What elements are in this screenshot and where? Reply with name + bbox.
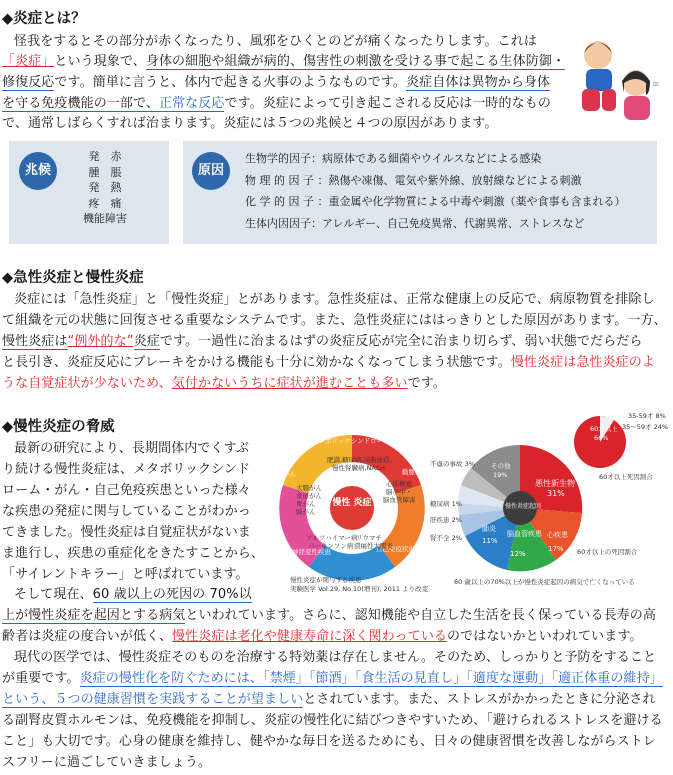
s3-line-13: という、５つの健康習慣を実践することが望ましいとされています。また、ストレスがかかったときに分泌され (2, 692, 656, 707)
pie-label-cancer: 悪性新生物 (535, 479, 575, 488)
s3-line-6: ま進行し、疾患の重症化をきたすことから、 (2, 546, 265, 561)
s2-line-1: 炎症には「急性炎症」と「慢性炎症」とがあります。急性炎症は、正常な健康上の反応で、病原物質を排除し (14, 292, 655, 307)
pie-label-diabetes: 糖尿病 1% (430, 500, 462, 508)
s3-line-14: る副腎皮質ホルモンは、免疫機能を抑制し、炎症の慢性化に結びつきやすいため、「避けられるストレスを避ける (2, 713, 663, 728)
s1-line-4: を守る免疫機能の一部で、正常な反応です。炎症によって引き起こされる反応は一時的なもの (2, 96, 551, 111)
pie-label-stroke: 脳血管疾患 (507, 530, 542, 538)
wheel-cap-5: 脳血管障害 (383, 496, 416, 504)
small-pie-mid: 35～59才 24% (622, 423, 669, 431)
wheel-cap-13: 肺がん (296, 508, 316, 516)
s3-line-9: 上が慢性炎症を起因とする病気といわれています。さらに、認知機能や自立した生活を長く保っている長寿の高 (2, 608, 656, 623)
svg-text:≋: ≋ (652, 80, 660, 90)
wheel-cap-10: 大腸がん (296, 484, 322, 492)
causes-badge: 原因 (192, 152, 230, 190)
small-pie-pct: 66% (594, 434, 609, 442)
pie-label-pneumonia: 肺炎 (482, 525, 496, 533)
pie-pct-heart: 17% (548, 545, 564, 553)
s3-line-3: ローム・がん・自己免疫疾患といった様々 (2, 483, 251, 498)
s3-line-1: 最新の研究により、長期間体内でくすぶ (14, 441, 250, 456)
wheel-cap-8: アルツハイマー病 (306, 534, 358, 542)
s3-line-15: こと」も大切です。心身の健康を維持し、健やかな毎日を送るためにも、日々の健康習慣を改善しながらストレ (2, 734, 656, 749)
wheel-cap-1: 肥満,糖尿病,高脂血症, (327, 456, 392, 464)
s1-line-2: 「炎症」という現象で、身体の細胞や組織が病的、傷害性の刺激を受ける事で起こる生体防御・ (2, 54, 566, 69)
signs-badge: 兆候 (19, 152, 57, 190)
s2-line-5: うな自覚症状が少ないため、気付かないうちに症状が進むことも多いです。 (2, 376, 446, 391)
wheel-cap-6: リウマチ (356, 534, 382, 542)
pie-pct-other: 19% (493, 471, 508, 479)
wheel-center: 慢性 炎症 (332, 498, 372, 508)
wheel-seg-arterio: 動脈硬化 (402, 468, 428, 476)
pie-pct-pneumonia: 11% (482, 537, 498, 545)
wheel-seg-autoimmune: 自己免疫疾患 (376, 545, 415, 553)
pie-side-1: 60才以上死因割合 (599, 473, 653, 481)
s3-line-10: 齢者は炎症の度合いが低く、慢性炎症は老化や健康寿命に深く関わっているのではないかといわれています。 (2, 629, 643, 644)
wheel-caption: 慢性炎症が関与する疾患 (290, 576, 362, 584)
small-pie-label: 60才以上 (590, 425, 618, 433)
s2-line-4: と長引き、炎症反応にブレーキをかける機能も十分に効かなくなってしまう状態です。慢性炎症は急性炎症のよ (2, 355, 655, 370)
wheel-cap-12: 胃がん (296, 500, 316, 508)
s1-line-5: で、通常しばらくすれば治まります。炎症には５つの兆候と４つの原因があります。 (2, 116, 498, 131)
section-title-inflammation: ◆炎症とは？ (2, 11, 86, 27)
age-ratio-pie (572, 414, 628, 470)
wheel-cap-4: 脳卒中・ (386, 488, 412, 496)
section-title-chronic-threat: ◆慢性炎症の脅威 (2, 419, 115, 435)
pie-side-2: 60才以上の死因割合 (577, 548, 638, 556)
pie-caption: 60 歳以上の70%以上が慢性炎症起因の病気で亡くなっている (454, 578, 635, 586)
pie-center-label: 慢性炎症起因 (505, 503, 542, 510)
pie-label-other: その他 (491, 462, 511, 470)
s3-line-16: スフリーに過ごしていきましょう。 (2, 755, 212, 770)
s3-line-2: り続ける慢性炎症は、メタボリックシンド (2, 462, 251, 477)
s3-line-8: そして現在、60 歳以上の死因の 70%以 (14, 587, 252, 602)
wheel-cap-3: 心筋梗塞 (386, 480, 412, 488)
s1-line-3: 修復反応です。簡単に言うと、体内で起きる火事のようなものです。炎症自体は異物から身体 (2, 75, 551, 90)
wheel-seg-neuro: 神経変性疾患 (292, 548, 331, 556)
pie-label-renal: 腎不全 2% (430, 534, 462, 542)
s3-line-12: が重要です。炎症の慢性化を防ぐためには、「禁煙」「節酒」「食生活の見直し」「適度な運動」「適正体重の維持」 (2, 671, 663, 686)
sick-children-illustration (560, 33, 670, 123)
wheel-seg-cancer: がん (283, 470, 296, 478)
wheel-cap-2: 慢性腎臓病,NASH (332, 464, 385, 472)
pie-label-heart: 心疾患 (547, 531, 568, 539)
pie-pct-stroke: 12% (510, 550, 526, 558)
s2-line-3: 慢性炎症は“例外的な”炎症です。一過性に治まるはずの炎症反応が完全に治まり切らず、弱い状態でだらだら (2, 334, 643, 349)
wheel-cap-7: 潰瘍性大腸炎 (354, 542, 393, 550)
wheel-cap-11: 食道がん (296, 492, 322, 500)
s1-line-1: 怪我をするとその部分が赤くなったり、風邪をひくとのどが痛くなったりします。これは (14, 34, 537, 49)
s3-line-4: な疾患の発症に関与していることがわかっ (2, 504, 251, 519)
s3-line-5: てきました。慢性炎症は自覚症状がないま (2, 525, 251, 540)
s3-line-11: 現代の医学では、慢性炎症そのものを治療する特効薬は存在しません。そのため、しっかりと予防をすること (14, 650, 657, 665)
wheel-source: 実験医学 Vol.29, No.10(増刊), 2011 より改変 (290, 585, 429, 593)
wheel-seg-metabolic: メタボリックシンドローム (312, 437, 390, 445)
pie-label-accident: 不慮の事故 3% (430, 460, 475, 468)
causes-list: 生物学的因子：病原体である細菌やウイルスなどによる感染 物 理 的 因 子 ：熱傷や凍傷、電気や紫外線、放射線などによる刺激 化 学 的 因 子 ：重金属や化学物質による中毒や刺激（薬や食事も含まれる） 生体内因因子：アレルギー、自己免疫異常、代謝異常、ストレスなど (245, 152, 626, 230)
section-title-acute-chronic: ◆急性炎症と慢性炎症 (2, 270, 144, 286)
pie-pct-cancer: 31% (547, 489, 565, 498)
wheel-cap-9: パーキンソン病 (308, 542, 354, 550)
s2-line-2: て組織を元の状態に回復させる重要なシステムです。また、急性炎症にははっきりとした原因があります。一方、 (2, 313, 667, 328)
small-pie-top: 35-59才 8% (628, 412, 666, 420)
signs-list: 発 赤 腫 脹 発 熱 疼 痛 機能障害 (83, 150, 127, 225)
pie-label-liver: 肝疾患 2% (430, 516, 462, 524)
s3-line-7: 「サイレントキラー」と呼ばれています。 (2, 567, 249, 582)
